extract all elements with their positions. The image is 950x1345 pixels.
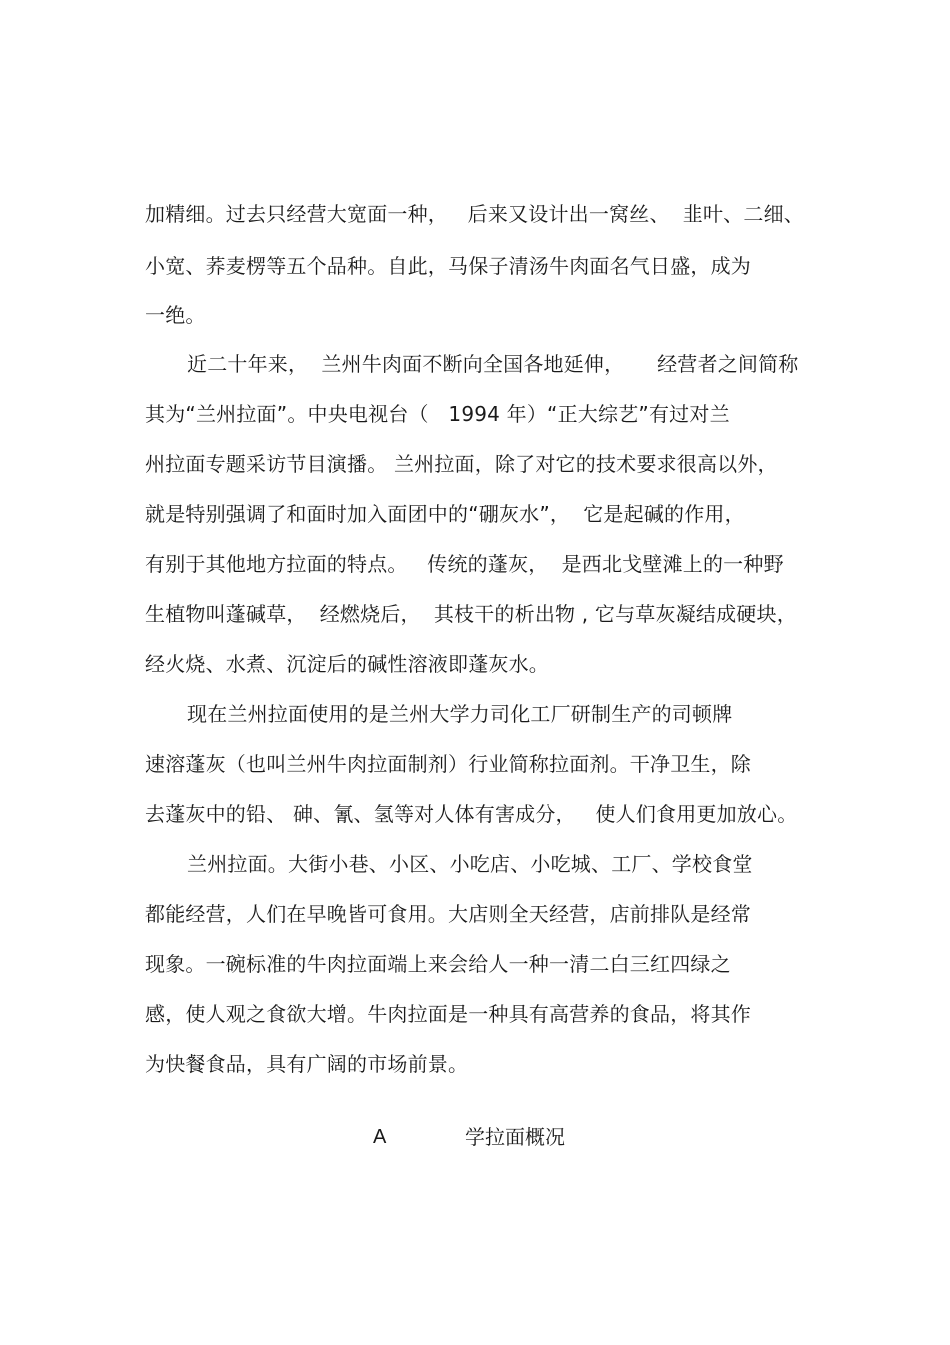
paragraph-4-line-1: 兰州拉面。大街小巷、小区、小吃店、小吃城、工厂、学校食堂 — [187, 852, 753, 876]
paragraph-2-line-5: 有别于其他地方拉面的特点。 传统的蓬灰， 是西北戈壁滩上的一种野 — [145, 552, 784, 576]
paragraph-2-line-6: 生植物叫蓬碱草， 经燃烧后， 其枝干的析出物 , 它与草灰凝结成硬块， — [145, 602, 797, 626]
paragraph-4-line-3: 现象。一碗标准的牛肉拉面端上来会给人一种一清二白三红四绿之 — [145, 952, 731, 976]
paragraph-1-line-1: 加精细。过去只经营大宽面一种， 后来又设计出一窝丝、 韭叶、二细、 — [145, 202, 804, 226]
paragraph-2-line-2: 其为“兰州拉面”。中央电视台（ 1994 年）“正大综艺”有过对兰 — [145, 402, 730, 426]
paragraph-2-line-4: 就是特别强调了和面时加入面团中的“硼灰水”， 它是起碱的作用， — [145, 502, 745, 526]
paragraph-1-line-3: 一绝。 — [145, 303, 206, 327]
paragraph-3-line-1: 现在兰州拉面使用的是兰州大学力司化工厂研制生产的司顿牌 — [187, 702, 733, 726]
paragraph-2-line-3: 州拉面专题采访节目演播。 兰州拉面，除了对它的技术要求很高以外， — [145, 452, 778, 476]
section-heading-title: 学拉面概况 — [465, 1125, 565, 1149]
paragraph-2-line-1: 近二十年来， 兰州牛肉面不断向全国各地延伸， 经营者之间简称 — [187, 352, 799, 376]
paragraph-4-line-4: 感，使人观之食欲大增。牛肉拉面是一种具有高营养的食品，将其作 — [145, 1002, 751, 1026]
section-heading-letter: A — [373, 1126, 387, 1148]
paragraph-4-line-5: 为快餐食品，具有广阔的市场前景。 — [145, 1052, 469, 1076]
paragraph-4-line-2: 都能经营，人们在早晚皆可食用。大店则全天经营，店前排队是经常 — [145, 902, 751, 926]
paragraph-2-line-7: 经火烧、水煮、沉淀后的碱性溶液即蓬灰水。 — [145, 652, 549, 676]
paragraph-1-line-2: 小宽、荞麦楞等五个品种。自此，马保子清汤牛肉面名气日盛，成为 — [145, 254, 751, 278]
paragraph-3-line-2: 速溶蓬灰（也叫兰州牛肉拉面制剂）行业简称拉面剂。干净卫生，除 — [145, 752, 751, 776]
paragraph-3-line-3: 去蓬灰中的铅、 砷、氰、氢等对人体有害成分， 使人们食用更加放心。 — [145, 802, 798, 826]
